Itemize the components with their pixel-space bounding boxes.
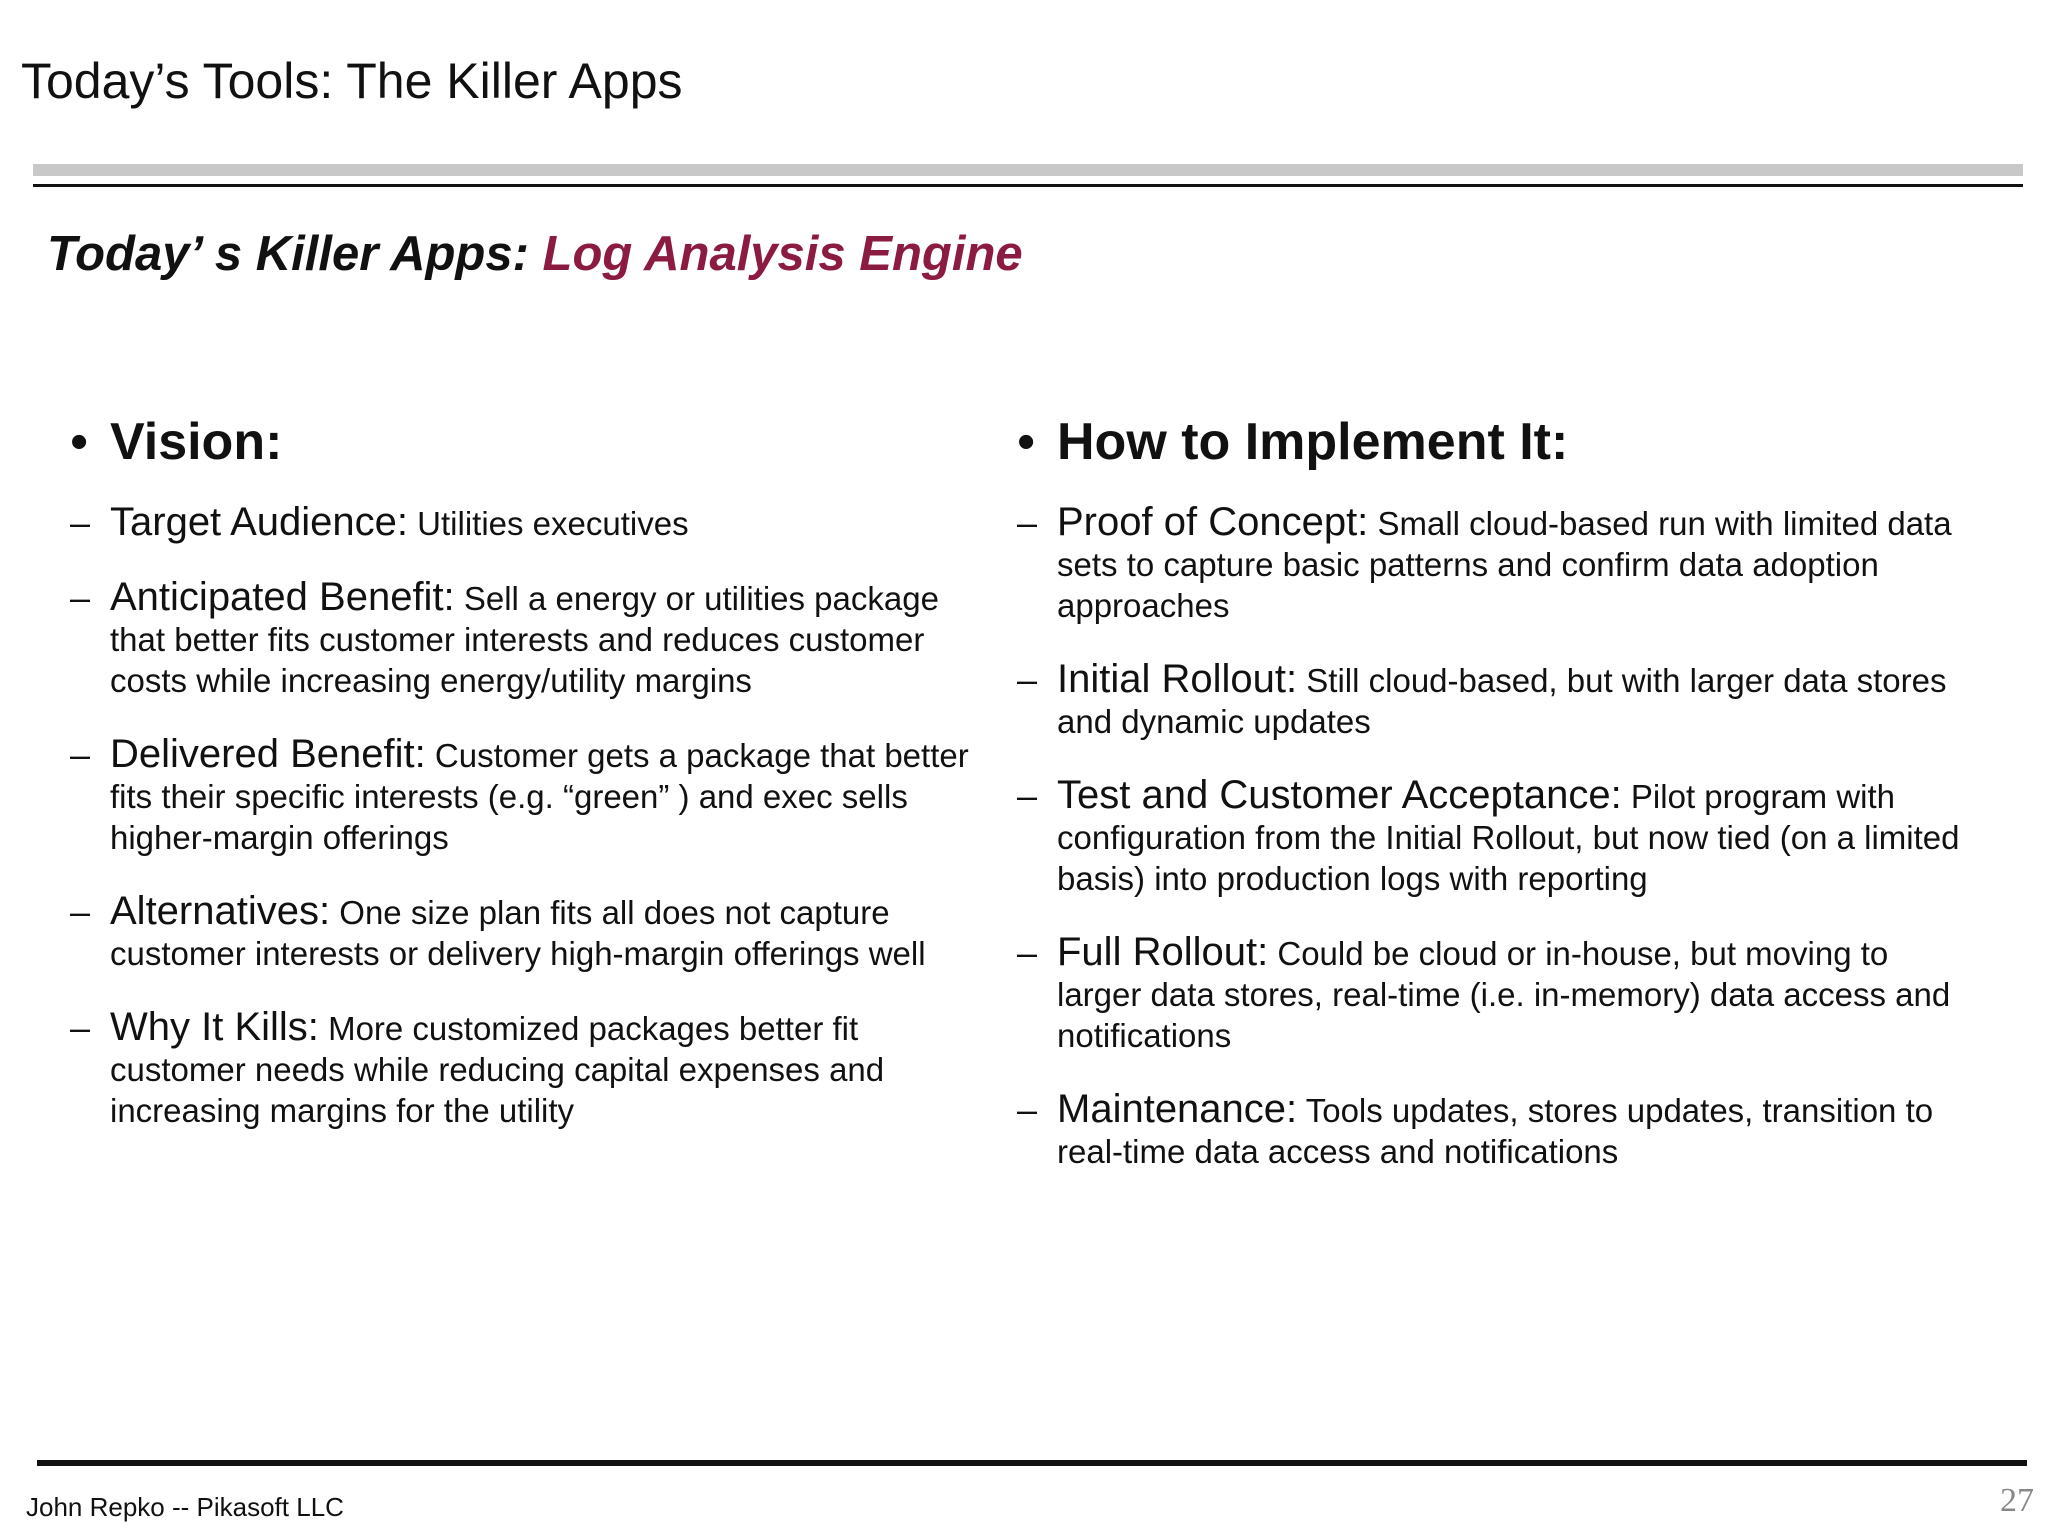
item-text: Pilot program with configuration from the Initial Rollout, but now tied (on a limited basis) into production logs with reporting (1057, 778, 1960, 897)
item-label: Full Rollout: (1057, 930, 1269, 974)
item-text: Could be cloud or in-house, but moving to larger data stores, real-time (i.e. in-memory) data access and notifications (1057, 935, 1951, 1054)
list-item (1017, 502, 1977, 626)
bullet-icon: • (70, 413, 89, 471)
list-item (1017, 659, 1977, 742)
item-text: More customized packages better fit customer needs while reducing capital expenses and increasing margins for the utility (110, 1010, 885, 1129)
vision-column (70, 410, 970, 1164)
item-text: Tools updates, stores updates, transition to real-time data access and notifications (1057, 1092, 1934, 1170)
slide-subtitle (47, 226, 1023, 282)
vision-heading (70, 410, 970, 474)
item-text: Customer gets a package that better fits their specific interests (e.g. “green” ) and exec sells higher-margin offerings (110, 737, 969, 856)
dash-icon: – (1017, 659, 1038, 700)
dash-icon: – (70, 1007, 91, 1048)
dash-icon: – (70, 891, 91, 932)
vision-heading-text: Vision: (110, 413, 283, 471)
header-divider-gray (33, 164, 2023, 176)
item-label: Maintenance: (1057, 1087, 1298, 1131)
page-number: 27 (2000, 1482, 2034, 1519)
item-text: Sell a energy or utilities package that better fits customer interests and reduces customer costs while increasing energy/utility margins (110, 580, 939, 699)
implement-column (1017, 410, 1977, 1205)
dash-icon: – (1017, 502, 1038, 543)
footer-divider (37, 1460, 2027, 1466)
list-item (1017, 1089, 1977, 1172)
list-item (70, 891, 970, 974)
item-text: Still cloud-based, but with larger data stores and dynamic updates (1057, 662, 1947, 740)
slide-title: Today’s Tools: The Killer Apps (21, 53, 683, 109)
implement-heading (1017, 410, 1977, 474)
dash-icon: – (1017, 1089, 1038, 1130)
subtitle-prefix: Today’ s Killer Apps: (47, 227, 543, 281)
list-item (1017, 775, 1977, 899)
item-label: Anticipated Benefit: (110, 575, 455, 619)
item-label: Delivered Benefit: (110, 732, 426, 776)
subtitle-accent: Log Analysis Engine (542, 227, 1023, 281)
list-item (70, 1007, 970, 1131)
list-item (70, 577, 970, 701)
bullet-icon: • (1017, 413, 1036, 471)
dash-icon: – (70, 734, 91, 775)
dash-icon: – (1017, 932, 1038, 973)
footer-author: John Repko -- Pikasoft LLC (26, 1492, 344, 1522)
dash-icon: – (70, 502, 91, 543)
list-item (1017, 932, 1977, 1056)
list-item (70, 502, 970, 544)
item-label: Alternatives: (110, 889, 331, 933)
list-item (70, 734, 970, 858)
item-text: One size plan fits all does not capture customer interests or delivery high-margin offerings well (110, 894, 926, 972)
item-text: Small cloud-based run with limited data sets to capture basic patterns and confirm data adoption approaches (1057, 505, 1952, 624)
item-label: Why It Kills: (110, 1005, 319, 1049)
item-label: Proof of Concept: (1057, 500, 1369, 544)
item-label: Test and Customer Acceptance: (1057, 773, 1622, 817)
implement-heading-text: How to Implement It: (1057, 413, 1569, 471)
item-label: Target Audience: (110, 500, 408, 544)
dash-icon: – (70, 577, 91, 618)
item-label: Initial Rollout: (1057, 657, 1298, 701)
header-divider-black (33, 184, 2023, 187)
dash-icon: – (1017, 775, 1038, 816)
item-text: Utilities executives (408, 505, 689, 542)
